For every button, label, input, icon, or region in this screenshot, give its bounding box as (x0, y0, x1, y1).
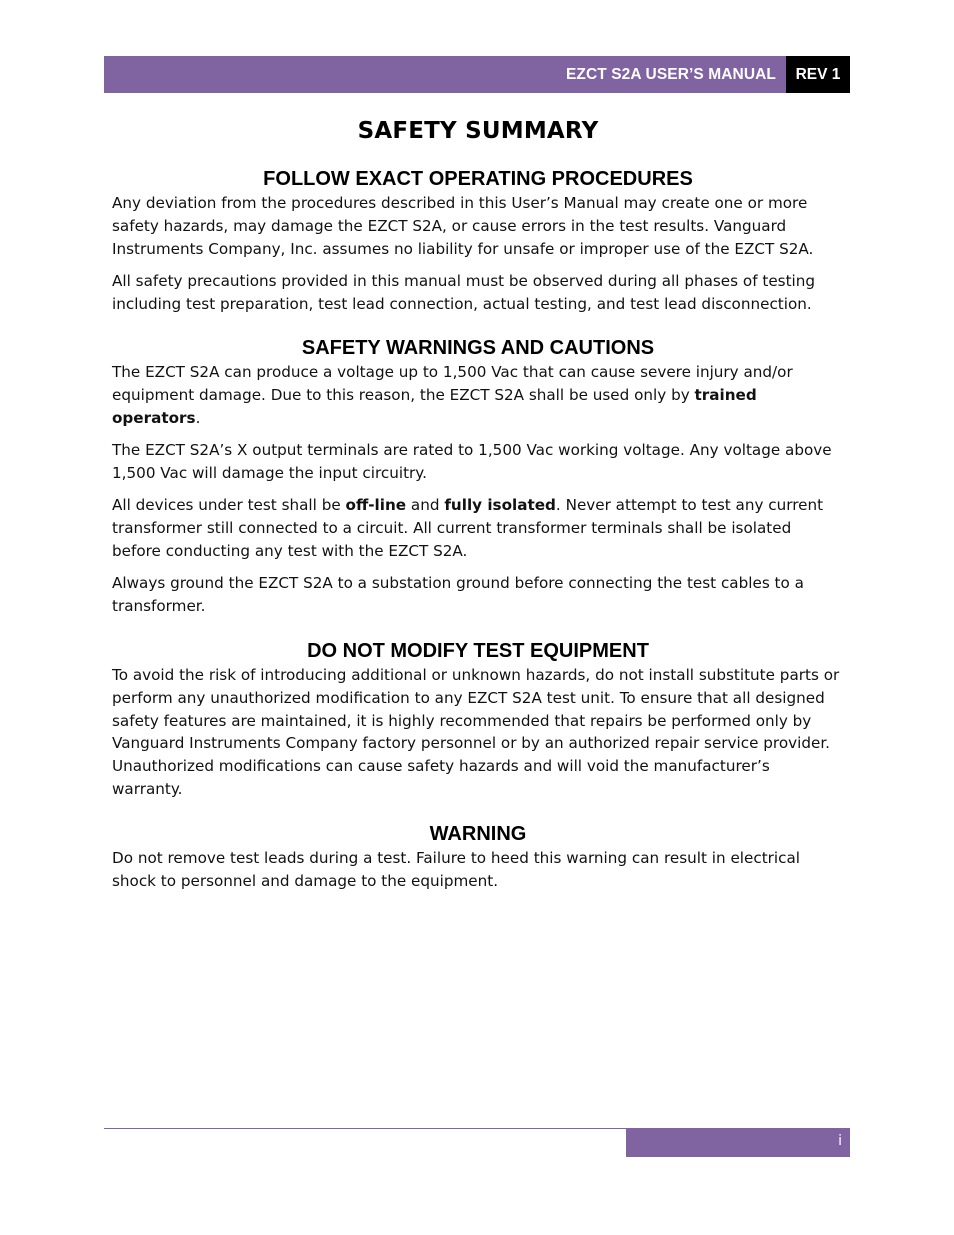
page-title: SAFETY SUMMARY (357, 118, 599, 144)
paragraph-text: Do not remove test leads during a test. Failure to heed this warning can result in electrical shock to personnel and damage to the equipment. (112, 848, 801, 890)
paragraph-text: All safety precautions provided in this manual must be observed during all phases of testing including test preparation, test lead connection, actual testing, and test lead disconnection. (112, 271, 816, 313)
paragraph (112, 439, 844, 485)
section-heading: SAFETY WARNINGS AND CAUTIONS (301, 337, 655, 360)
paragraph (112, 494, 844, 562)
revision-badge: REV 1 (786, 56, 850, 93)
section-heading: WARNING (429, 822, 527, 845)
emphasis-text: fully isolated (444, 496, 556, 515)
header-bar (104, 56, 786, 93)
paragraph-text: Any deviation from the procedures described in this User’s Manual may create one or more safety hazards, may damage the EZCT S2A, or cause errors in the test results. Vanguard Instruments Company, Inc. assumes no liability for unsafe or improper use of the EZCT S2A. (112, 194, 814, 258)
section-heading: DO NOT MODIFY TEST EQUIPMENT (307, 639, 649, 662)
manual-title: EZCT S2A USER’S MANUAL (565, 66, 776, 83)
paragraph (112, 361, 844, 429)
paragraph (112, 664, 844, 801)
section-heading: FOLLOW EXACT OPERATING PROCEDURES (263, 168, 693, 190)
paragraph-text: The EZCT S2A can produce a voltage up to 1,500 Vac that can cause severe injury and/or equipment damage. Due to this reason, the EZCT S2A shall be used only by (112, 363, 793, 405)
paragraph-text: To avoid the risk of introducing additional or unknown hazards, do not install substitute parts or perform any unauthorized modification to any EZCT S2A test unit. To ensure that all designed safety features are maintained, it is highly recommended that repairs be performed only by Vanguard Instruments Company factory personnel or by an authorized repair service provider. Unauthorized modifications can cause safety hazards and will void the manufacturer’s warranty. (112, 665, 840, 798)
paragraph-text: . (195, 409, 201, 428)
paragraph (112, 572, 844, 618)
paragraph-text: The EZCT S2A’s X output terminals are rated to 1,500 Vac working voltage. Any voltage above 1,500 Vac will damage the input circuitry. (112, 441, 832, 483)
paragraph-text: . Never attempt to test any current transformer still connected to a circuit. All current transformer terminals shall be isolated before conducting any test with the EZCT S2A. (112, 496, 824, 561)
paragraph (112, 847, 844, 893)
paragraph-text: All devices under test shall be (112, 496, 346, 515)
footer-bar (626, 1129, 850, 1157)
paragraph-text: Always ground the EZCT S2A to a substation ground before connecting the test cables to a transformer. (112, 574, 804, 616)
page-content (112, 116, 844, 892)
paragraph (112, 270, 844, 316)
paragraph (112, 192, 844, 260)
emphasis-text: off-line (345, 496, 407, 515)
paragraph-text: and (406, 496, 445, 515)
page-number: i (838, 1133, 842, 1149)
emphasis-text: trained operators (112, 386, 757, 428)
